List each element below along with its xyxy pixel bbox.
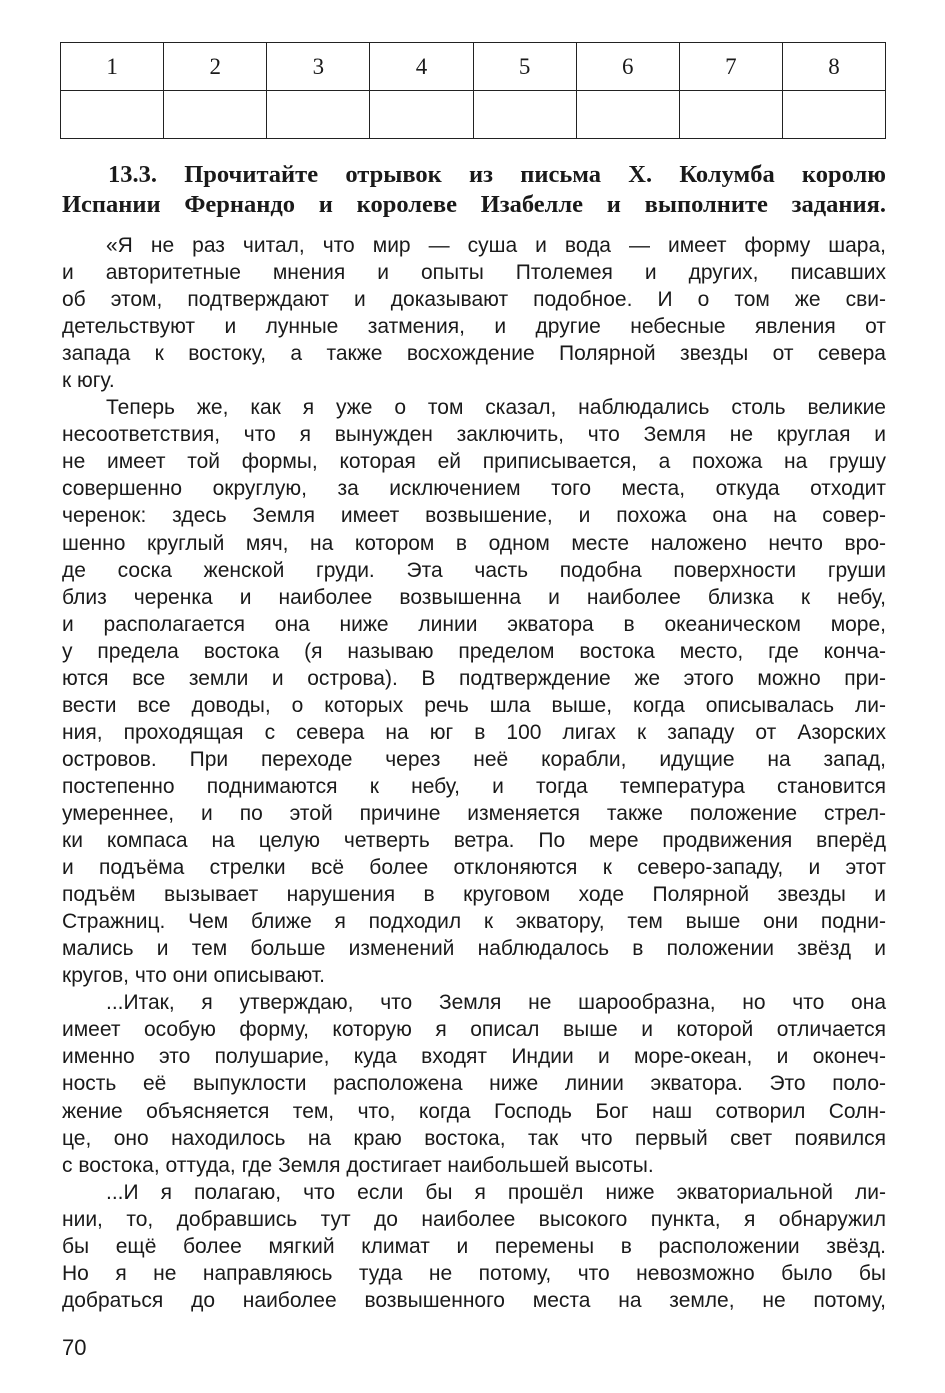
text-line: ...И я полагаю, что если бы я прошёл ниже экваториальной ли- [106,1180,886,1204]
answer-table-header-row [61,43,886,91]
answer-cell[interactable] [679,91,782,139]
heading-line: 13.3. Прочитайте отрывок из письма Х. Колумба королю [108,161,886,188]
text-line: и подъёма стрелки всё более отклоняются к северо-западу, и этот [62,856,886,880]
text-line: подъём вызывает нарушения в круговом ходе Полярной звезды и [62,883,886,907]
column-number: 5 [473,43,576,91]
column-number: 4 [370,43,473,91]
answer-cell[interactable] [370,91,473,139]
text-line: запада к востоку, а также восхождение Полярной звезды от севера [62,342,886,366]
text-line: бы ещё более мягкий климат и перемены в расположении звёзд. [62,1234,886,1258]
answer-table [60,42,886,139]
answer-cell[interactable] [473,91,576,139]
text-line: об этом, подтверждают и доказывают подобное. И о том же сви- [62,288,886,312]
text-line: имеет особую форму, которую я описал выше и которой отличается [62,1018,886,1042]
text-line: ...Итак, я утверждаю, что Земля не шарообразна, но что она [106,991,886,1015]
text-line: ются все земли и острова). В подтверждение же этого можно при- [62,666,886,690]
text-line: Теперь же, как я уже о том сказал, наблюдались столь великие [106,396,886,420]
paragraph [62,232,886,394]
page-number: 70 [62,1335,87,1360]
text-line: с востока, оттуда, где Земля достигает наибольшей высоты. [62,1153,654,1177]
column-number: 1 [61,43,164,91]
text-line: несоответствия, что я вынужден заключить, что Земля не круглая и [62,423,886,447]
text-line: ки компаса на целую четверть ветра. По мере продвижения вперёд [62,829,886,853]
text-line: добраться до наиболее возвышенного места на земле, не потому, [62,1288,886,1312]
text-line: жение объясняется тем, что, когда Господь Бог наш сотворил Солн- [62,1099,886,1123]
text-line: именно это полушарие, куда входят Индии и море-океан, и оконеч- [62,1045,886,1069]
text-line: и располагается она ниже линии экватора в океаническом море, [62,612,886,636]
text-line: постепенно поднимаются к небу, и тогда температура становится [62,774,886,798]
text-line: нии, то, добравшись тут до наиболее высокого пункта, я обнаружил [62,1207,886,1231]
heading-line: Испании Фернандо и королеве Изабелле и выполните задания. [62,191,886,218]
text-line: кругов, что они описывают. [62,964,325,988]
paragraph [62,989,886,1178]
column-number: 7 [679,43,782,91]
paragraph [62,394,886,989]
answer-cell[interactable] [61,91,164,139]
text-line: к югу. [62,369,115,393]
text-line: Стражниц. Чем ближе я подходил к экватору, тем выше они подни- [62,910,886,934]
text-line: де соска женской груди. Эта часть подобна поверхности груши [62,558,886,582]
column-number: 3 [267,43,370,91]
text-line: у предела востока (я называю пределом востока место, где конча- [62,639,886,663]
text-line: детельствуют и лунные затмения, и другие небесные явления от [62,315,886,339]
text-line: «Я не раз читал, что мир — суша и вода — имеет форму шара, [106,234,886,257]
text-line: умереннее, и по этой причине изменяется также положение стрел- [62,801,886,825]
text-line: вести все доводы, о которых речь шла выше, когда описывалась ли- [62,693,886,717]
task-heading [62,160,886,220]
text-line: черенок: здесь Земля имеет возвышение, и похожа она на совер- [62,504,886,528]
answer-cell[interactable] [164,91,267,139]
text-line: не имеет той формы, которая ей приписывается, а похожа на грушу [62,450,886,474]
text-line: островов. При переходе через неё корабли, идущие на запад, [62,747,886,771]
paragraph [62,1179,886,1314]
answer-cell[interactable] [267,91,370,139]
column-number: 2 [164,43,267,91]
text-line: ность её выпуклости расположена ниже линии экватора. Это поло- [62,1072,886,1096]
answer-cell[interactable] [576,91,679,139]
text-line: шенно круглый мяч, на котором в одном месте наложено нечто вро- [62,531,886,555]
text-line: совершенно округлую, за исключением того места, откуда отходит [62,477,886,501]
answer-cell[interactable] [782,91,885,139]
text-line: ния, проходящая с севера на юг в 100 лигах к западу от Азорских [62,720,886,744]
column-number: 6 [576,43,679,91]
column-number: 8 [782,43,885,91]
text-line: близ черенка и наиболее возвышенна и наиболее близка к небу, [62,585,886,609]
text-line: и авторитетные мнения и опыты Птолемея и других, писавших [62,261,886,285]
letter-excerpt [62,232,886,1314]
text-line: це, оно находилось на краю востока, так что первый свет появился [62,1126,886,1150]
answer-table-answer-row [61,91,886,139]
text-line: Но я не направляюсь туда не потому, что невозможно было бы [62,1261,886,1285]
text-line: мались и тем больше изменений наблюдалось в положении звёзд и [62,937,886,961]
